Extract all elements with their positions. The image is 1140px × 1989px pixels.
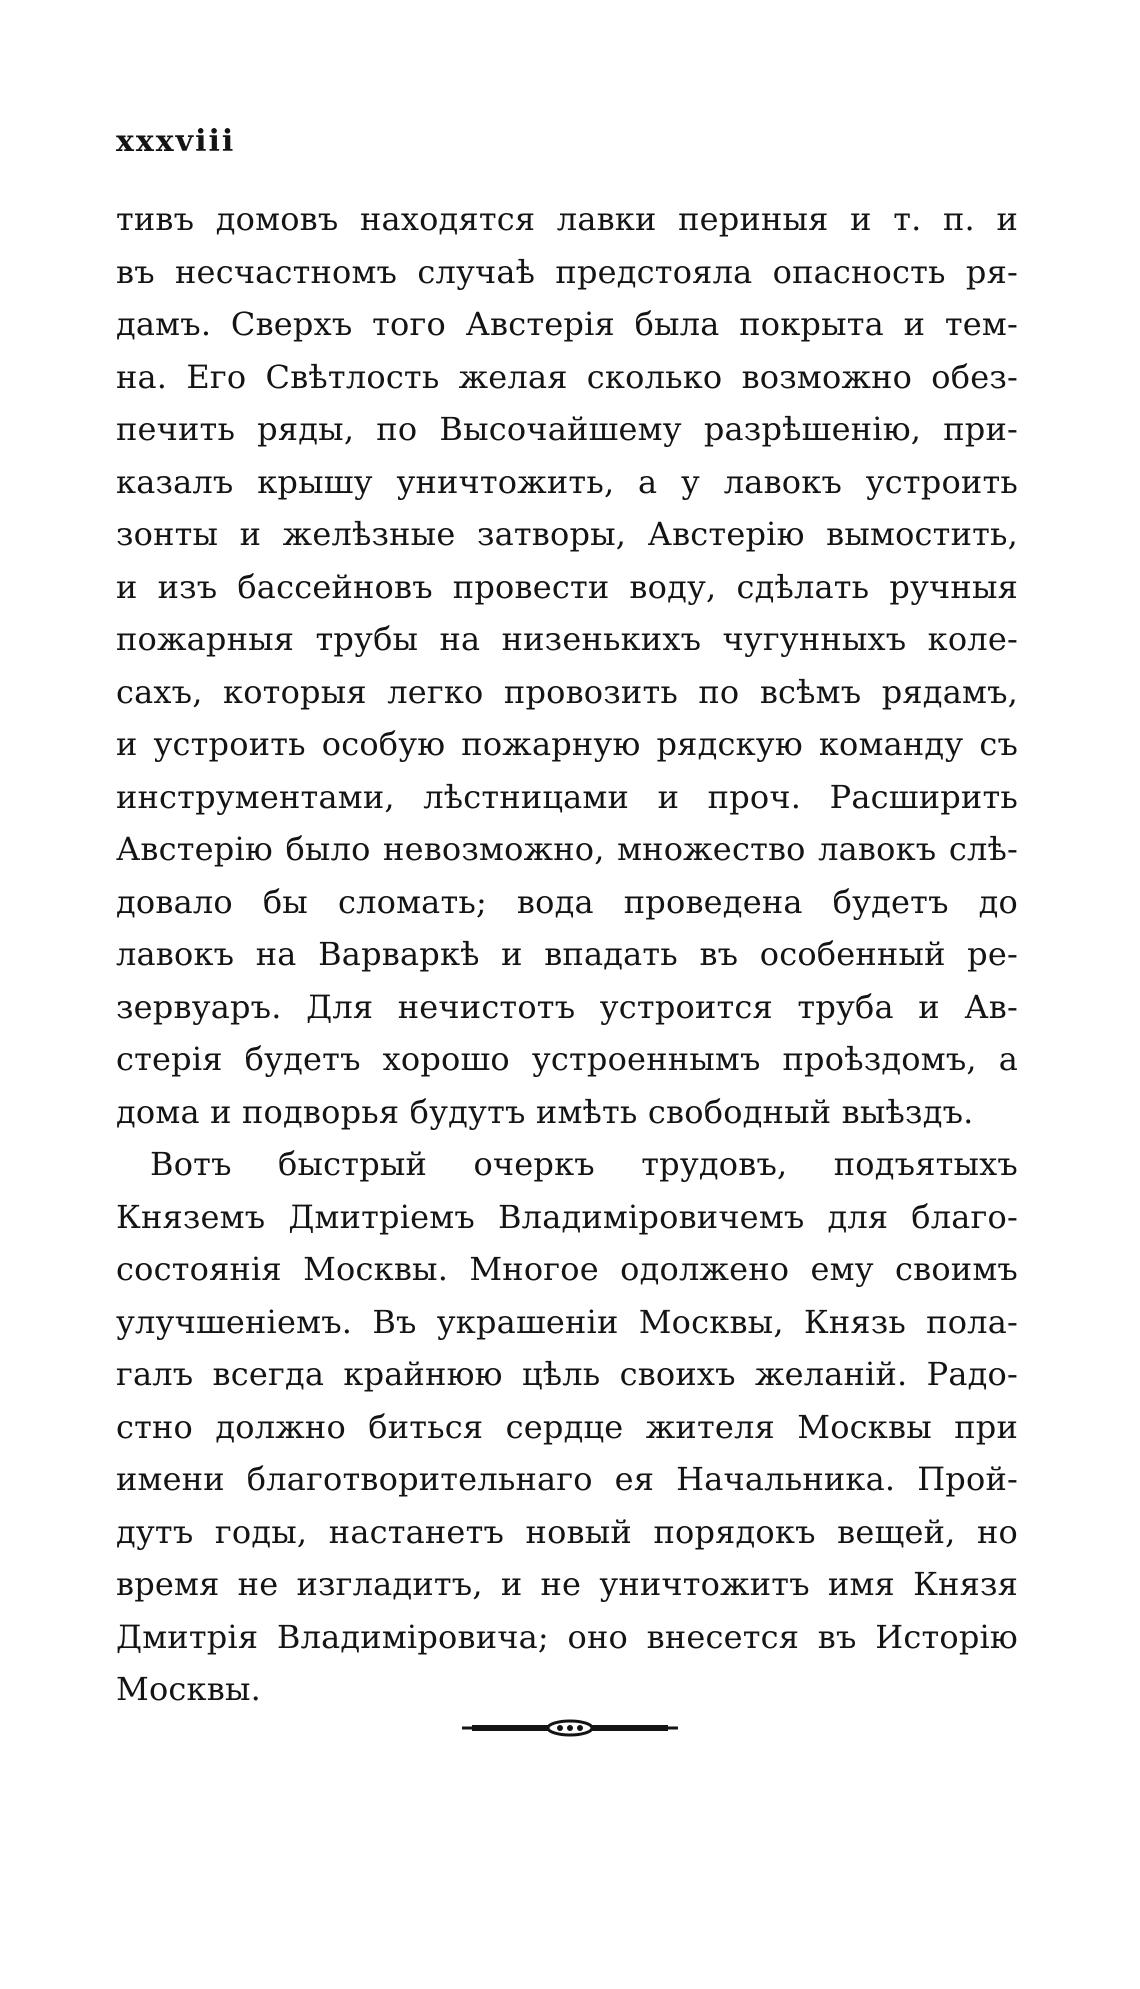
text-line: имени благотворительнаго ея Начальника. Прой- [116, 1460, 1018, 1498]
text-line: казалъ крышу уничтожить, а у лавокъ устроить [116, 462, 1018, 501]
text-line: зонты и желѣзные затворы, Австерію вымостить, [116, 515, 1018, 553]
text-line: инструментами, лѣстницами и проч. Расширить [116, 777, 1018, 816]
text-line: довало бы сломать; вода проведена будетъ до [116, 882, 1018, 921]
text-line: пожарныя трубы на низенькихъ чугунныхъ коле- [116, 620, 1018, 658]
text-line: Москвы. [116, 1670, 262, 1708]
text-line: дамъ. Сверхъ того Австерія была покрыта и тем- [116, 305, 1018, 343]
text-line: улучшеніемъ. Въ украшеніи Москвы, Князь пола- [116, 1302, 1018, 1341]
ornamental-rule-icon [462, 1718, 678, 1738]
text-line: стерія будетъ хорошо устроеннымъ проѣздомъ, а [116, 1040, 1018, 1078]
text-line: тивъ домовъ находятся лавки периныя и т. п. и [116, 200, 1018, 238]
text-line: на. Его Свѣтлость желая сколько возможно обез- [116, 357, 1018, 396]
page-number: xxxviii [116, 124, 236, 159]
text-line: Дмитрія Владиміровича; оно внесется въ Исторію [116, 1617, 1018, 1656]
text-line: дома и подворья будутъ имѣть свободный выѣздъ. [116, 1092, 974, 1131]
text-line: состоянія Москвы. Многое одолжено ему своимъ [116, 1250, 1018, 1288]
text-line: зервуаръ. Для нечистотъ устроится труба и Ав- [116, 987, 1018, 1026]
text-line: и устроить особую пожарную рядскую команду съ [116, 725, 1018, 763]
text-line: время не изгладитъ, и не уничтожитъ имя Князя [116, 1565, 1018, 1603]
paragraph-first-line: Вотъ быстрый очеркъ трудовъ, подъятыхъ [150, 1145, 1018, 1183]
text-line: Австерію было невозможно, множество лавокъ слѣ- [116, 830, 1018, 868]
text-line: стно должно биться сердце жителя Москвы при [116, 1407, 1018, 1446]
text-line: сахъ, которыя легко провозить по всѣмъ рядамъ, [116, 672, 1018, 711]
text-line: въ несчастномъ случаѣ предстояла опасность ря- [116, 252, 1018, 291]
text-line: дутъ годы, настанетъ новый порядокъ вещей, но [116, 1512, 1018, 1551]
text-line: галъ всегда крайнюю цѣль своихъ желаній. Радо- [116, 1355, 1018, 1393]
text-line: и изъ бассейновъ провести воду, сдѣлать ручныя [116, 567, 1018, 606]
text-line: Княземъ Дмитріемъ Владиміровичемъ для благо- [116, 1197, 1018, 1236]
body-text [116, 193, 1018, 1716]
text-line: печить ряды, по Высочайшему разрѣшенію, при- [116, 410, 1018, 448]
text-line: лавокъ на Варваркѣ и впадать въ особенный ре- [116, 935, 1018, 973]
